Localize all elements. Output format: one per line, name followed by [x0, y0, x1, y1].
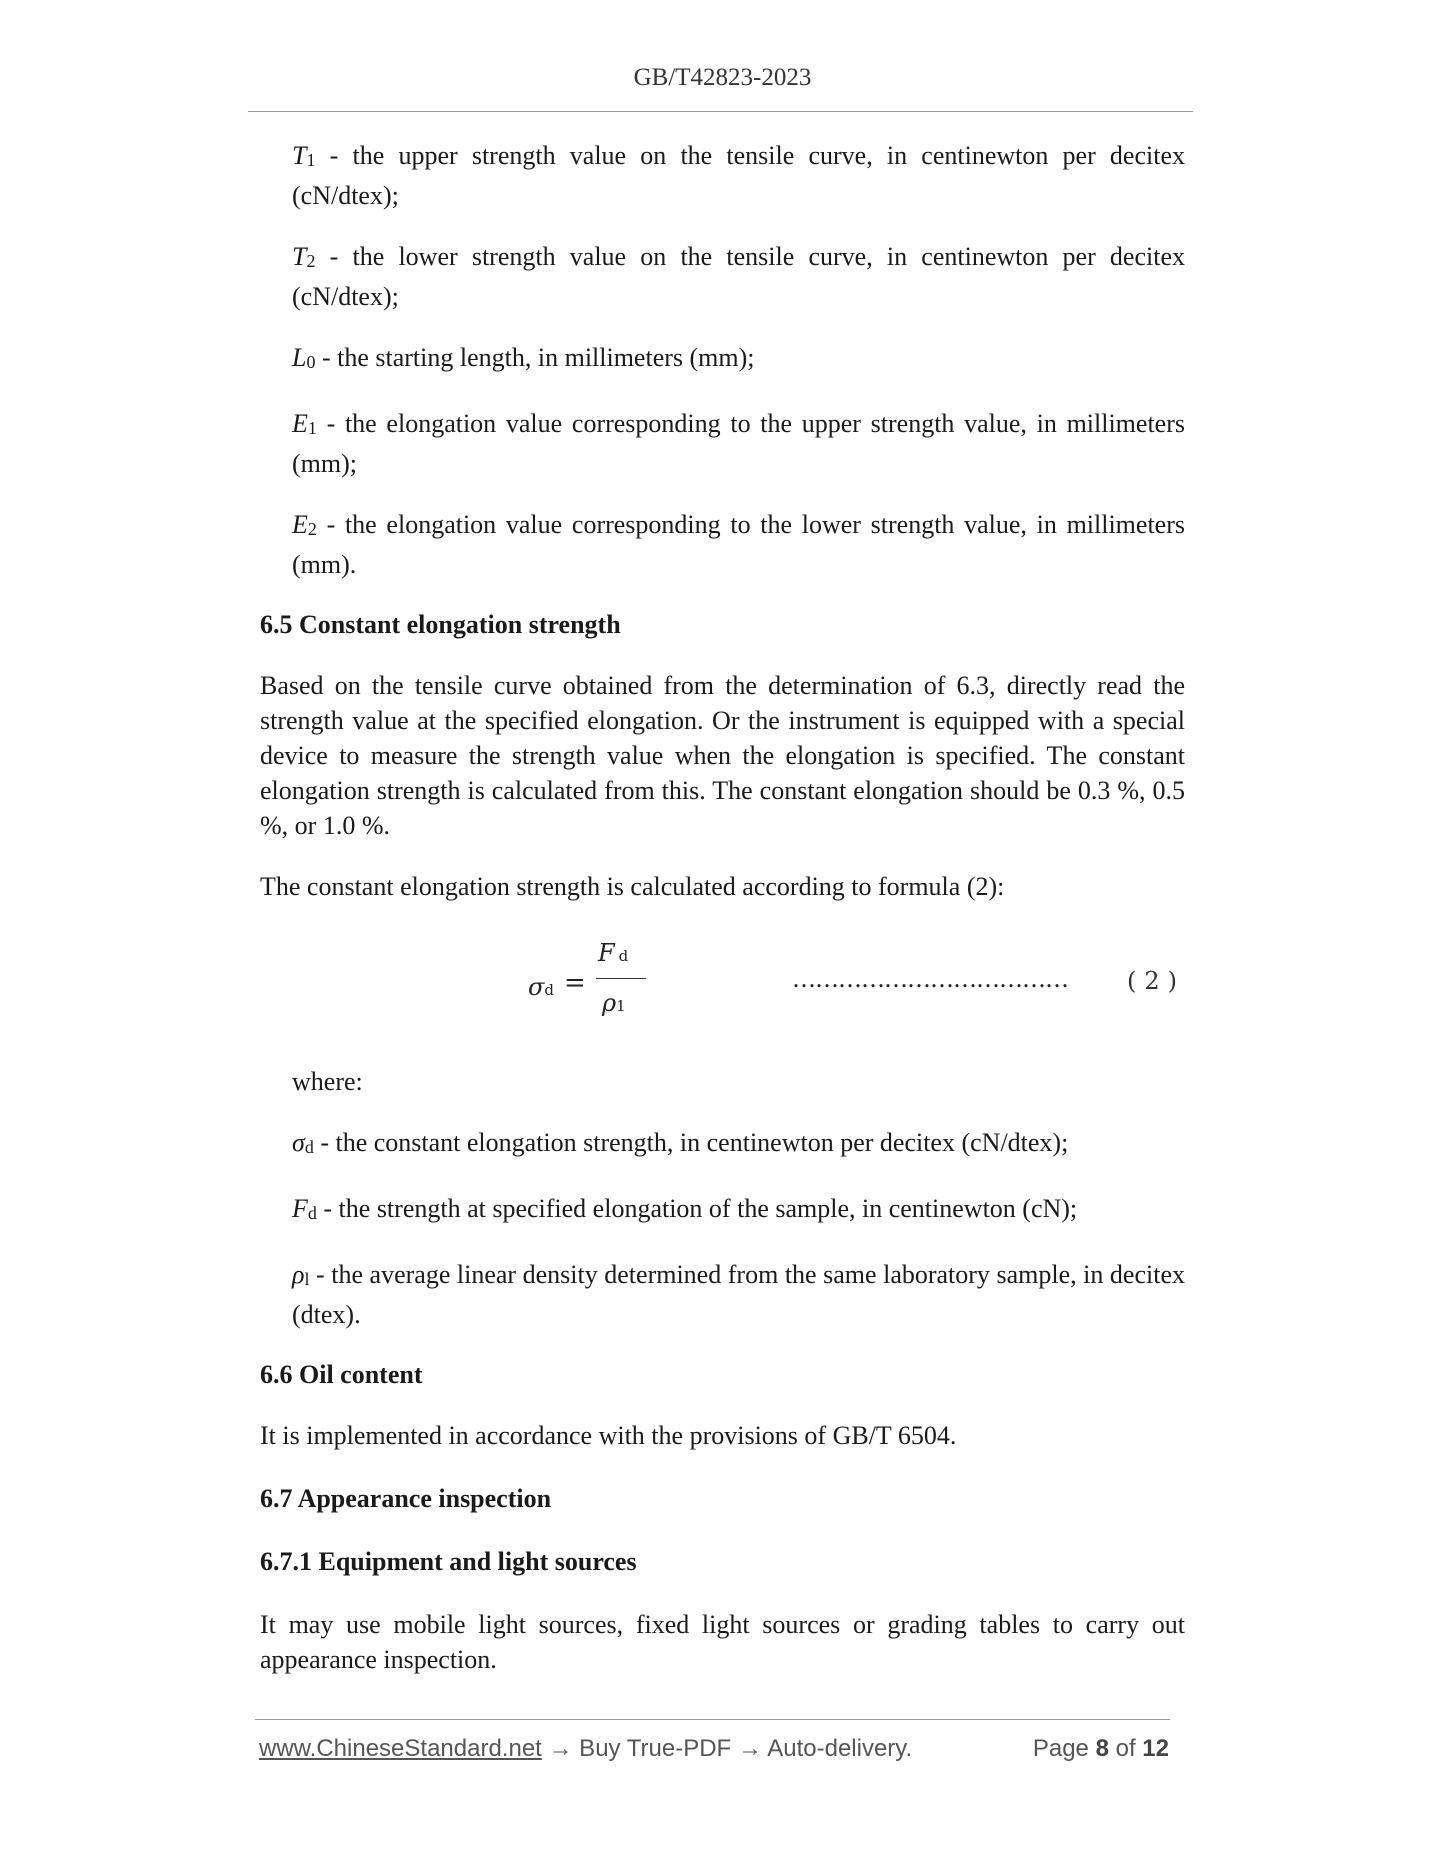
page-indicator — [1033, 1735, 1169, 1763]
page-label: Page — [1032, 1735, 1089, 1762]
symbol: E2 — [292, 510, 317, 539]
paragraph: The constant elongation strength is calculated according to formula (2): — [260, 872, 1005, 901]
definition-t2 — [292, 239, 1185, 314]
paragraph: It is implemented in accordance with the provisions of GB/T 6504. — [260, 1421, 957, 1450]
definition-text: - the elongation value corresponding to the upper strength value, in millimeters (mm); — [292, 409, 1185, 478]
formula-expression — [528, 930, 648, 1030]
definition-text: - the lower strength value on the tensile curve, in centinewton per decitex (cN/dtex); — [292, 242, 1185, 311]
definition-f-d — [292, 1191, 1185, 1231]
formula-numerator: Fd — [598, 939, 629, 967]
symbol: T1 — [292, 141, 316, 170]
section-heading-6-5: 6.5 Constant elongation strength — [260, 610, 621, 639]
document-body — [260, 138, 1185, 1677]
symbol: ρl — [292, 1260, 310, 1289]
definition-l0 — [292, 340, 1185, 380]
symbol: Fd — [292, 1194, 317, 1223]
definition-rho-l — [292, 1257, 1185, 1332]
page-total: 12 — [1142, 1735, 1169, 1762]
symbol: E1 — [292, 409, 317, 438]
definition-text: - the upper strength value on the tensile curve, in centinewton per decitex (cN/dtex); — [292, 141, 1185, 210]
definition-e2 — [292, 507, 1185, 582]
section-heading-6-7: 6.7 Appearance inspection — [260, 1484, 552, 1513]
formula-denominator: ρ1 — [602, 989, 626, 1017]
section-heading-6-7-1: 6.7.1 Equipment and light sources — [260, 1547, 637, 1576]
definition-text: - the average linear density determined from the same laboratory sample, in decitex (dtex). — [292, 1260, 1185, 1329]
definition-text: - the constant elongation strength, in centinewton per decitex (cN/dtex); — [313, 1128, 1069, 1157]
definition-e1 — [292, 406, 1185, 481]
symbol: T2 — [292, 242, 316, 271]
symbol: L0 — [292, 343, 316, 372]
definition-text: - the starting length, in millimeters (mm); — [315, 343, 755, 372]
definition-text: - the strength at specified elongation of the sample, in centinewton (cN); — [316, 1194, 1078, 1223]
fraction-bar — [596, 978, 646, 979]
formula-number: (2) — [1127, 967, 1185, 995]
section-heading-6-6: 6.6 Oil content — [260, 1360, 423, 1389]
symbol: σd — [292, 1128, 314, 1157]
paragraph: It may use mobile light sources, fixed light sources or grading tables to carry out appearance inspection. — [260, 1610, 1185, 1674]
footer-divider — [255, 1719, 1170, 1720]
definition-text: - the elongation value corresponding to the lower strength value, in millimeters (mm). — [292, 510, 1185, 579]
formula-lhs: σd — [528, 973, 554, 1001]
formula-2 — [260, 924, 1185, 1064]
where-label: where: — [292, 1067, 363, 1096]
page-current: 8 — [1095, 1735, 1109, 1762]
header-divider — [248, 111, 1193, 112]
paragraph: Based on the tensile curve obtained from the determination of 6.3, directly read the strength value at the specified elongation. Or the instrument is equipped with a special device to measure the strength value when the elongation is specified. The constant elongation strength is calculated from this. The constant elongation should be 0.3 %, 0.5 %, or 1.0 %. — [260, 671, 1185, 840]
page-footer — [259, 1735, 1169, 1769]
formula-equals: = — [564, 968, 586, 998]
definition-sigma-d — [292, 1125, 1185, 1165]
footer-website-link[interactable]: www.ChineseStandard.net — [259, 1735, 542, 1762]
definition-t1 — [292, 138, 1185, 213]
page-header-title: GB/T42823-2023 — [633, 64, 812, 91]
formula-leader-dots: ……………………………… — [792, 965, 1068, 993]
of-label: of — [1115, 1735, 1136, 1762]
footer-promo-text: → Buy True-PDF → Auto-delivery. — [541, 1735, 913, 1762]
